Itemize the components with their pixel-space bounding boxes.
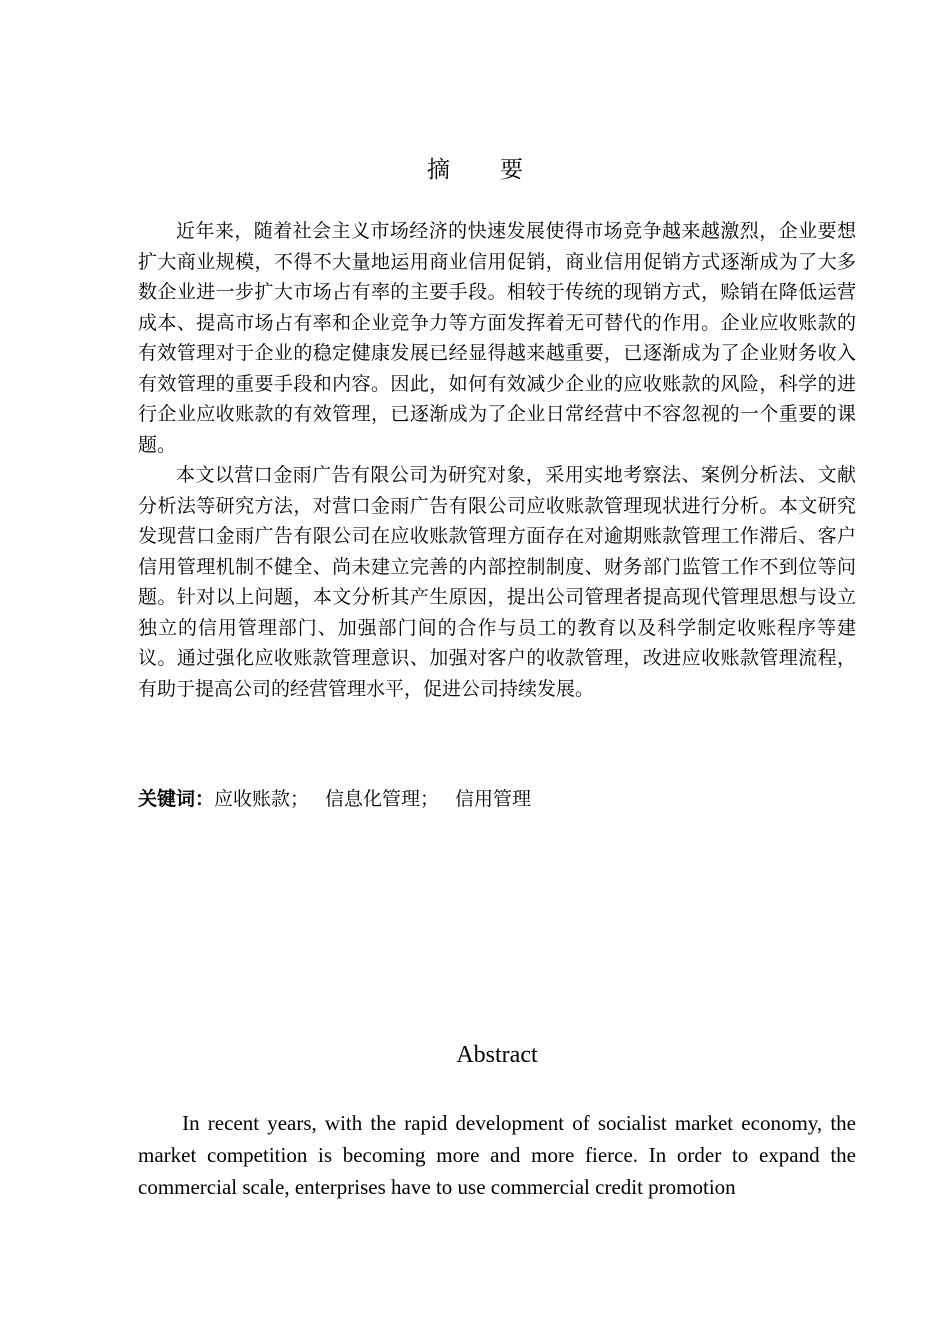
abstract-cn-paragraph-1: 近年来，随着社会主义市场经济的快速发展使得市场竞争越来越激烈，企业要想扩大商业规模，不得不大量地运用商业信用促销，商业信用促销方式逐渐成为了大多数企业进一步扩大市场占有率的主要手段。相较于传统的现销方式，赊销在降低运营成本、提高市场占有率和企业竞争力等方面发挥着无可替代的作用。企业应收账款的有效管理对于企业的稳定健康发展已经显得越来越重要，已逐渐成为了企业财务收入有效管理的重要手段和内容。因此，如何有效减少企业的应收账款的风险，科学的进行企业应收账款的有效管理，已逐渐成为了企业日常经营中不容忽视的一个重要的课题。 (138, 220, 856, 456)
keyword-item: 信用管理 (455, 788, 532, 810)
keywords-label: 关键词： (138, 788, 215, 810)
abstract-en-body (138, 1107, 856, 1203)
abstract-cn-paragraph-2: 本文以营口金雨广告有限公司为研究对象，采用实地考察法、案例分析法、文献分析法等研究方法，对营口金雨广告有限公司应收账款管理现状进行分析。本文研究发现营口金雨广告有限公司在应收账款管理方面存在对逾期账款管理工作滞后、客户信用管理机制不健全、尚未建立完善的内部控制制度、财务部门监管工作不到位等问题。针对以上问题，本文分析其产生原因，提出公司管理者提高现代管理思想与设立独立的信用管理部门、加强部门间的合作与员工的教育以及科学制定收账程序等建议。通过强化应收账款管理意识、加强对客户的收款管理，改进应收账款管理流程，有助于提高公司的经营管理水平，促进公司持续发展。 (138, 464, 856, 700)
abstract-cn-body (138, 216, 856, 704)
abstract-cn-title: 摘要 (427, 157, 573, 183)
keywords-line (138, 784, 856, 814)
keyword-item: 信息化管理； (325, 788, 440, 810)
abstract-en-title: Abstract (456, 1042, 538, 1068)
keyword-item: 应收账款； (214, 788, 310, 810)
abstract-en-paragraph-1: In recent years, with the rapid development of socialist market economy, the market competition is becoming more and more fierce. In order to expand the commercial scale, enterprises have to use commercial credit promotion (138, 1111, 856, 1199)
